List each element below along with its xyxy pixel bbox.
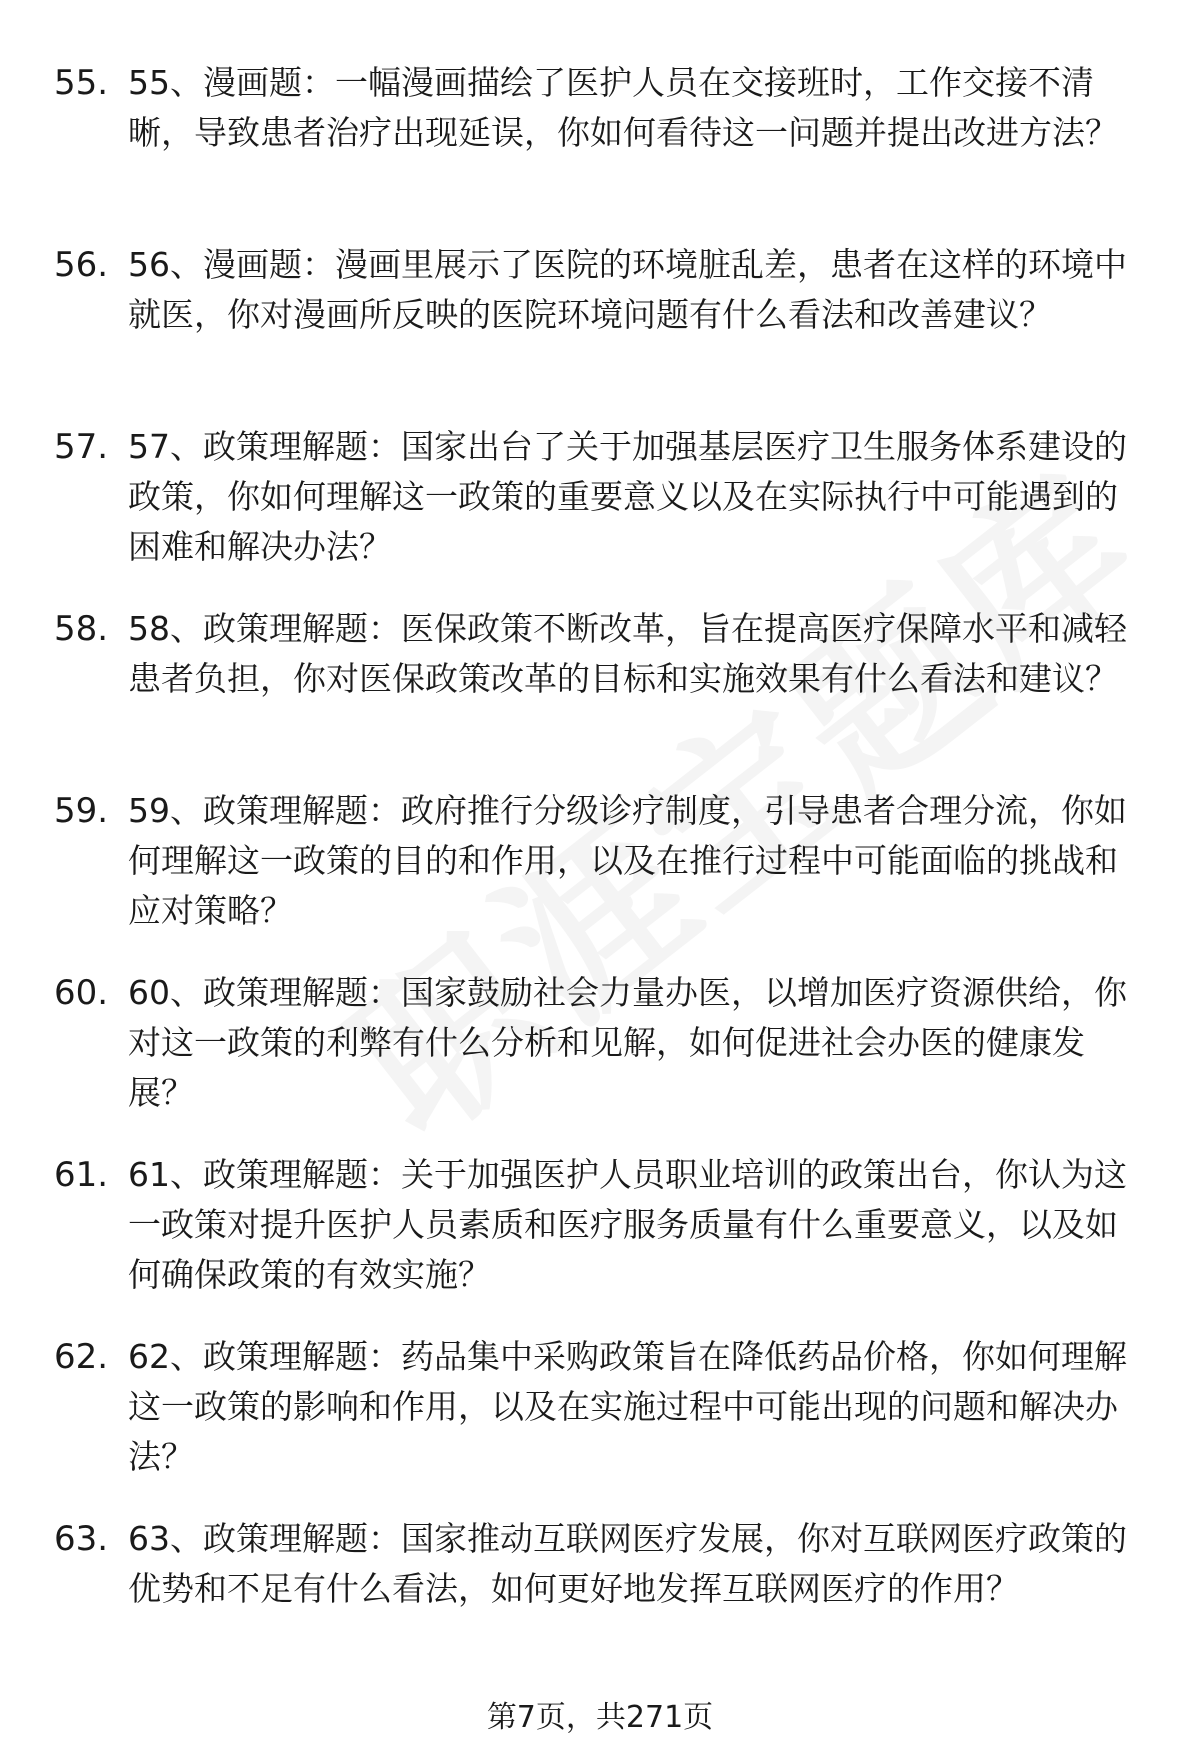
question-number: 57. <box>54 427 109 467</box>
question-text: 61、政策理解题：关于加强医护人员职业培训的政策出台，你认为这一政策对提升医护人员素质和医疗服务质量有什么重要意义，以及如何确保政策的有效实施？ <box>128 1155 1127 1294</box>
question-text: 58、政策理解题：医保政策不断改革，旨在提高医疗保障水平和减轻患者负担，你对医保政策改革的目标和实施效果有什么看法和建议？ <box>128 609 1127 698</box>
question-item <box>0 786 1200 968</box>
question-text: 62、政策理解题：药品集中采购政策旨在降低药品价格，你如何理解这一政策的影响和作用，以及在实施过程中可能出现的问题和解决办法？ <box>128 1337 1127 1476</box>
question-list <box>0 58 1200 1696</box>
question-text: 56、漫画题：漫画里展示了医院的环境脏乱差，患者在这样的环境中就医，你对漫画所反映的医院环境问题有什么看法和改善建议？ <box>128 245 1127 334</box>
question-number: 62. <box>54 1337 109 1377</box>
page-footer: 第7页，共271页 <box>486 1700 714 1735</box>
question-number: 56. <box>54 245 109 285</box>
question-item <box>0 58 1200 240</box>
question-number: 58. <box>54 609 109 649</box>
question-text: 60、政策理解题：国家鼓励社会力量办医，以增加医疗资源供给，你对这一政策的利弊有什么分析和见解，如何促进社会办医的健康发展？ <box>128 973 1127 1112</box>
question-item <box>0 1514 1200 1696</box>
question-item <box>0 604 1200 786</box>
question-text: 57、政策理解题：国家出台了关于加强基层医疗卫生服务体系建设的政策，你如何理解这一政策的重要意义以及在实际执行中可能遇到的困难和解决办法？ <box>128 427 1127 566</box>
question-item <box>0 422 1200 604</box>
question-number: 61. <box>54 1155 109 1195</box>
question-text: 55、漫画题：一幅漫画描绘了医护人员在交接班时，工作交接不清晰，导致患者治疗出现延误，你如何看待这一问题并提出改进方法？ <box>128 63 1118 152</box>
question-item <box>0 968 1200 1150</box>
question-number: 63. <box>54 1519 109 1559</box>
question-item <box>0 1150 1200 1332</box>
question-item <box>0 1332 1200 1514</box>
question-number: 59. <box>54 791 109 831</box>
question-number: 60. <box>54 973 109 1013</box>
question-item <box>0 240 1200 422</box>
question-number: 55. <box>54 63 109 103</box>
question-text: 59、政策理解题：政府推行分级诊疗制度，引导患者合理分流，你如何理解这一政策的目的和作用，以及在推行过程中可能面临的挑战和应对策略？ <box>128 791 1127 930</box>
question-text: 63、政策理解题：国家推动互联网医疗发展，你对互联网医疗政策的优势和不足有什么看法，如何更好地发挥互联网医疗的作用？ <box>128 1519 1127 1608</box>
